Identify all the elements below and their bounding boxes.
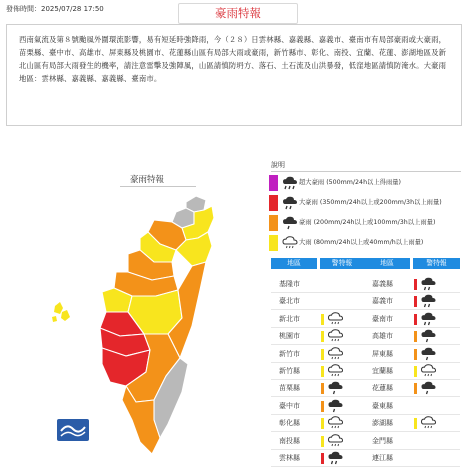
cloud-rain-icon xyxy=(420,329,437,343)
alert-level-bar xyxy=(414,418,417,429)
table-header-alert-left: 警特報 xyxy=(320,258,364,269)
region-name: 南投縣 xyxy=(279,436,300,445)
legend-swatch xyxy=(269,215,278,231)
row-divider xyxy=(364,344,460,345)
row-divider xyxy=(271,327,364,328)
cloud-drizzle-icon xyxy=(327,416,344,430)
row-divider xyxy=(364,449,460,450)
region-name: 宜蘭縣 xyxy=(372,367,393,375)
region-name: 澎湖縣 xyxy=(372,419,393,428)
alert-level-bar xyxy=(321,331,324,342)
region-name: 雲林縣 xyxy=(279,454,300,462)
alert-level-bar xyxy=(321,418,324,429)
alert-level-bar xyxy=(414,331,417,342)
region-name: 新竹市 xyxy=(279,349,300,358)
row-divider xyxy=(364,414,460,415)
region-name: 新竹縣 xyxy=(279,367,300,375)
cloud-rain-icon xyxy=(327,399,344,413)
cloud-rain-heavy-icon xyxy=(420,277,437,291)
alert-level-bar xyxy=(321,349,324,360)
table-header-alert-right: 警特報 xyxy=(413,258,460,269)
map-title-divider xyxy=(120,186,196,187)
alert-level-bar xyxy=(321,314,324,325)
legend-label: 豪雨 (200mm/24h以上或100mm/3h以上雨量) xyxy=(299,219,436,226)
bulletin-text: 西南氣流及第８號颱風外圍環流影響，易有短延時強降雨，今（２８）日雲林縣、嘉義縣、嘉義市、臺南市有局部豪雨或大豪雨，苗栗縣、臺中市、高雄市、屏東縣及桃園市、花蓮縣山區有局部大雨或豪雨，新竹縣市、彰化、南投、宜蘭、花蓮、澎湖地區及新北山區有局部大雨發生的機率，請注意雷擊及強陣風，山區請慎防坍方、落石、土石流及山洪暴發，低窪地區請慎防淹水。大豪雨地區：雲林縣、嘉義縣、嘉義縣、臺南市。 xyxy=(19,35,447,83)
cwa-logo-icon xyxy=(57,419,89,441)
row-divider xyxy=(364,379,460,380)
row-divider xyxy=(364,396,460,397)
alert-level-bar xyxy=(414,383,417,394)
row-divider xyxy=(364,327,460,328)
region-name: 臺北市 xyxy=(279,297,300,306)
row-divider xyxy=(271,466,364,467)
three-drop-cloud-icon xyxy=(282,176,298,190)
region-name: 桃園市 xyxy=(279,332,300,341)
cloud-rain-heavy-icon xyxy=(327,451,344,465)
region-name: 新北市 xyxy=(279,314,300,323)
map-title: 豪雨特報 xyxy=(130,175,165,185)
cloud-drizzle-icon xyxy=(327,434,344,448)
cloud-drizzle-icon xyxy=(327,364,344,378)
cloud-drizzle-icon xyxy=(327,312,344,326)
row-divider xyxy=(271,431,364,432)
region-name: 高雄市 xyxy=(372,332,393,341)
region-name: 嘉義市 xyxy=(372,297,393,306)
legend-swatch xyxy=(269,175,278,191)
row-divider xyxy=(364,431,460,432)
legend-title: 說明 xyxy=(271,161,285,169)
cloud-rain-heavy-icon xyxy=(282,196,298,210)
cloud-drizzle-icon xyxy=(282,236,298,250)
region-name: 基隆市 xyxy=(279,280,300,288)
cloud-rain-icon xyxy=(327,381,344,395)
region-name: 臺南市 xyxy=(372,314,393,323)
alert-level-bar xyxy=(321,436,324,447)
row-divider xyxy=(364,362,460,363)
legend-label: 大豪雨 (350mm/24h以上或200mm/3h以上雨量) xyxy=(299,199,442,206)
table-header-region-left: 地區 xyxy=(271,258,317,269)
region-name: 連江縣 xyxy=(372,454,393,462)
taiwan-map[interactable] xyxy=(36,188,268,458)
row-divider xyxy=(271,292,364,293)
legend-label: 大雨 (80mm/24h以上或40mm/h以上雨量) xyxy=(299,239,424,246)
cloud-drizzle-icon xyxy=(420,364,437,378)
cloud-rain-heavy-icon xyxy=(420,294,437,308)
row-divider xyxy=(364,292,460,293)
row-divider xyxy=(271,414,364,415)
cloud-rain-heavy-icon xyxy=(420,312,437,326)
row-divider xyxy=(271,379,364,380)
alert-level-bar xyxy=(321,401,324,412)
row-divider xyxy=(271,396,364,397)
alert-level-bar xyxy=(414,366,417,377)
alert-level-bar xyxy=(414,349,417,360)
row-divider xyxy=(271,344,364,345)
region-name: 金門縣 xyxy=(372,436,393,445)
row-divider xyxy=(364,309,460,310)
bulletin-title: 豪雨特報 xyxy=(178,3,298,24)
cloud-drizzle-icon xyxy=(420,416,437,430)
cloud-rain-icon xyxy=(420,381,437,395)
region-name: 臺東縣 xyxy=(372,401,393,410)
issue-time: 發佈時間：2025/07/28 17:50 xyxy=(6,5,104,13)
legend-divider xyxy=(271,171,461,172)
bulletin-box xyxy=(6,24,462,126)
row-divider xyxy=(271,449,364,450)
region-name: 臺中市 xyxy=(279,401,300,410)
region-name: 彰化縣 xyxy=(279,419,300,428)
region-name: 屏東縣 xyxy=(372,349,393,358)
region-name: 花蓮縣 xyxy=(372,384,393,393)
alert-level-bar xyxy=(414,314,417,325)
alert-level-bar xyxy=(321,453,324,464)
cloud-drizzle-icon xyxy=(327,347,344,361)
region-name: 嘉義縣 xyxy=(372,280,393,288)
cloud-rain-icon xyxy=(282,216,298,230)
legend-label: 超大豪雨 (500mm/24h以上得雨量) xyxy=(299,179,401,186)
row-divider xyxy=(271,362,364,363)
legend-swatch xyxy=(269,235,278,251)
alert-level-bar xyxy=(414,296,417,307)
table-header-region-right: 地區 xyxy=(364,258,410,269)
region-name: 苗栗縣 xyxy=(279,384,300,393)
alert-level-bar xyxy=(414,279,417,290)
region-penghu[interactable] xyxy=(52,302,70,322)
alert-level-bar xyxy=(321,366,324,377)
cloud-drizzle-icon xyxy=(327,329,344,343)
alert-level-bar xyxy=(321,383,324,394)
legend-swatch xyxy=(269,195,278,211)
row-divider xyxy=(271,309,364,310)
row-divider xyxy=(364,466,460,467)
cloud-rain-icon xyxy=(420,347,437,361)
